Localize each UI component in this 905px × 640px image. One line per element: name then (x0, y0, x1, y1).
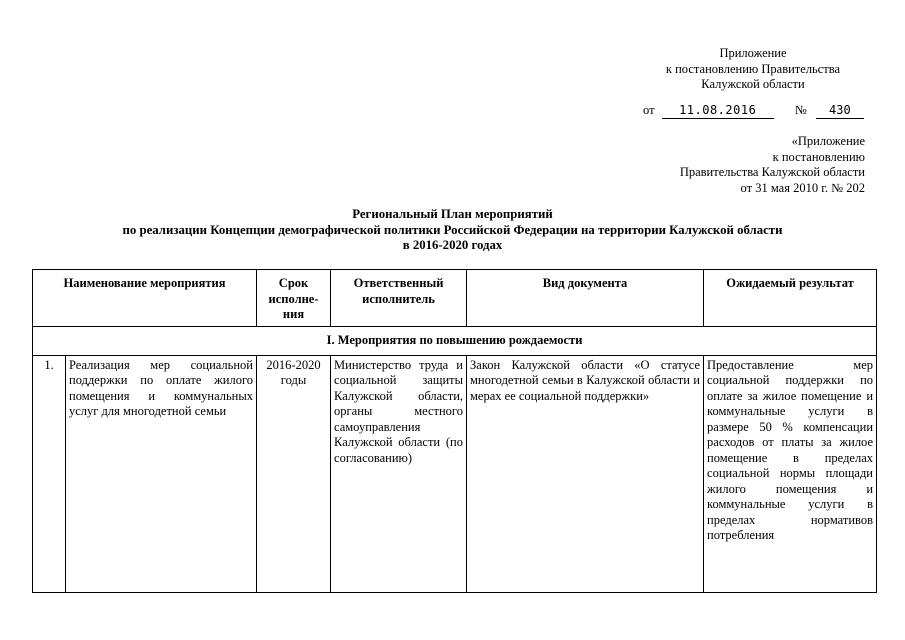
header-result: Ожидаемый результат (704, 270, 877, 327)
annex-header (640, 46, 866, 93)
decree-from-label: от (643, 103, 655, 117)
annex-line: Калужской области (701, 77, 805, 91)
row-term: 2016-2020 годы (257, 355, 331, 592)
title-line: Региональный План мероприятий (352, 207, 553, 221)
annex-line: «Приложение (791, 134, 865, 148)
row-doc-type: Закон Калужской области «О статусе многодетной семьи в Калужской области и мерах ее социальной поддержки» (467, 355, 704, 592)
title-line: по реализации Концепции демографической политики Российской Федерации на территории Калужской области (122, 222, 783, 237)
table-header-row (33, 270, 877, 327)
row-result: Предоставление мер социальной поддержки по оплате за жилое помещение и коммунальные услуги в размере 50 % компенсации расходов от платы за жилое помещение в пределах социальной нормы площади жилого помещения и коммунальные услуги в пределах нормативов потребления (704, 355, 877, 592)
row-name: Реализация мер социальной поддержки по оплате жилого помещения и коммунальных услуг для многодетной семьи (66, 355, 257, 592)
header-executor: Ответственный исполнитель (331, 270, 467, 327)
row-executor: Министерство труда и социальной защиты Калужской области, органы местного самоуправления Калужской области (по согласованию) (331, 355, 467, 592)
decree-date: 11.08.2016 (662, 103, 774, 119)
row-number: 1. (33, 355, 66, 592)
header-doc-type: Вид документа (467, 270, 704, 327)
table-row (33, 355, 877, 592)
section-title: I. Мероприятия по повышению рождаемости (33, 327, 877, 356)
previous-annex-header (645, 134, 865, 196)
decree-reference (643, 103, 873, 119)
annex-line: к постановлению (772, 149, 865, 164)
annex-line: Правительства Калужской области (679, 165, 865, 179)
annex-line: Приложение (719, 46, 787, 60)
measures-table (32, 269, 877, 593)
annex-line: от 31 мая 2010 г. № 202 (740, 180, 865, 195)
header-term: Срок исполне-ния (257, 270, 331, 327)
decree-number-label: № (794, 103, 807, 117)
header-name: Наименование мероприятия (33, 270, 257, 327)
decree-number: 430 (816, 103, 864, 119)
section-row (33, 327, 877, 356)
document-title (0, 207, 905, 254)
annex-line: к постановлению Правительства (665, 61, 841, 76)
title-line: в 2016-2020 годах (402, 238, 503, 252)
